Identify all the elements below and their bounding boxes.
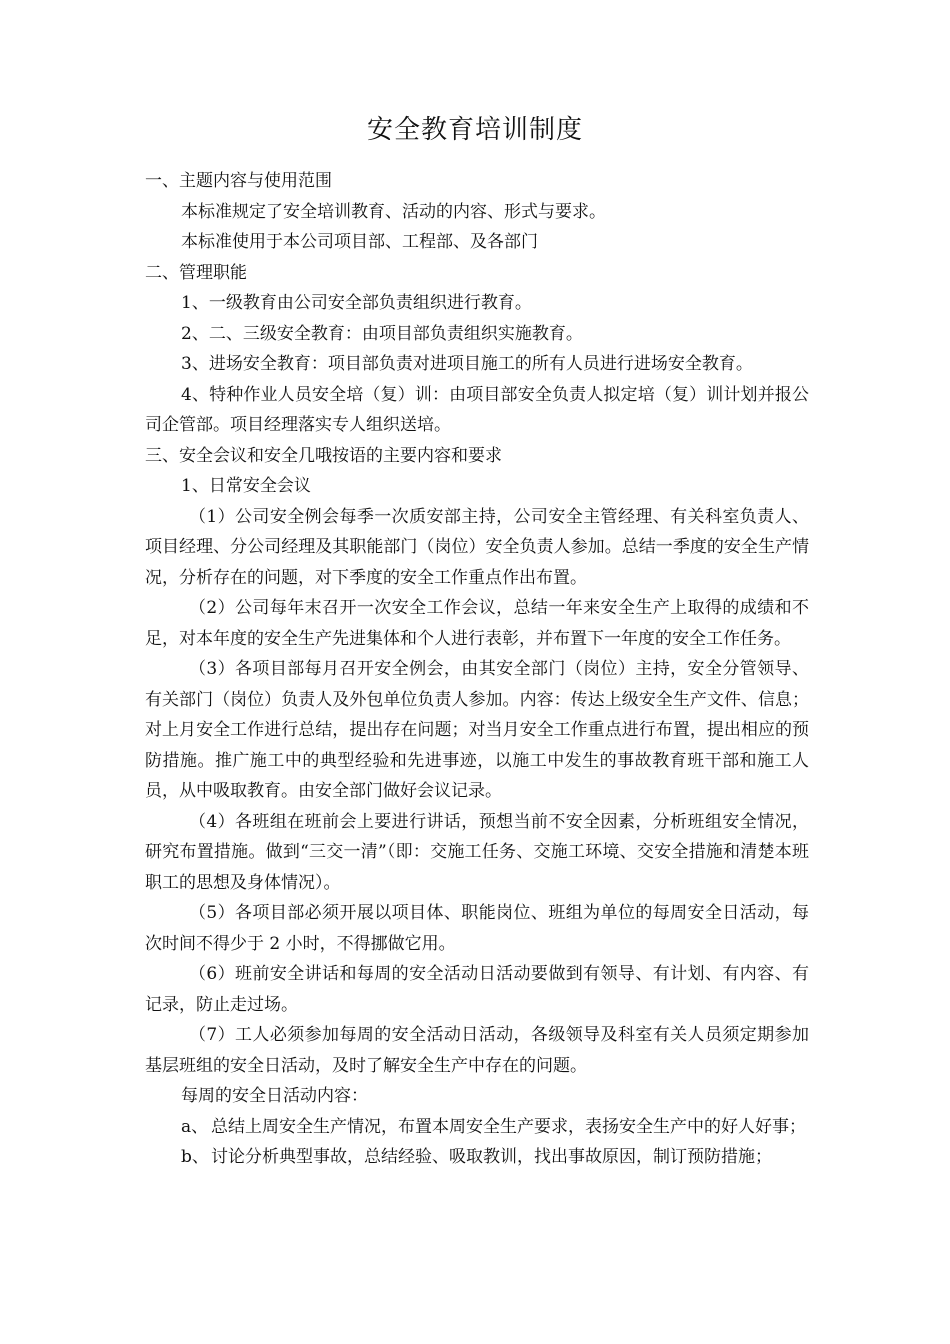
list-label: b、 bbox=[181, 1147, 209, 1167]
list-text: 讨论分析典型事故，总结经验、吸取教训，找出事故原因，制订预防措施； bbox=[211, 1147, 772, 1167]
paragraph: （7）工人必须参加每周的安全活动日活动，各级领导及科室有关人员须定期参加基层班组的安全日活动，及时了解安全生产中存在的问题。 bbox=[145, 1025, 809, 1076]
paragraph: 本标准规定了安全培训教育、活动的内容、形式与要求。 bbox=[181, 201, 606, 222]
list-label: a、 bbox=[181, 1116, 209, 1137]
paragraph: （1）公司安全例会每季一次质安部主持，公司安全主管经理、有关科室负责人、项目经理、分公司经理及其职能部门（岗位）安全负责人参加。总结一季度的安全生产情况，分析存在的问题，对下季度的安全工作重点作出布置。 bbox=[145, 506, 809, 588]
list-item: 4、特种作业人员安全培（复）训：由项目部安全负责人拟定培（复）训计划并报公司企管部。项目经理落实专人组织送培。 bbox=[145, 384, 809, 435]
page-title: 安全教育培训制度 bbox=[366, 115, 583, 145]
paragraph: （3）各项目部每月召开安全例会，由其安全部门（岗位）主持，安全分管领导、有关部门（岗位）负责人及外包单位负责人参加。内容：传达上级安全生产文件、信息；对上月安全工作进行总结，提出存在问题；对当月安全工作重点进行布置，提出相应的预防措施。推广施工中的典型经验和先进事迹，以施工中发生的事故教育班干部和施工人员，从中吸取教育。由安全部门做好会议记录。 bbox=[145, 659, 809, 801]
subheading: 1、日常安全会议 bbox=[181, 476, 311, 496]
paragraph: （2）公司每年末召开一次安全工作会议，总结一年来安全生产上取得的成绩和不足，对本年度的安全生产先进集体和个人进行表彰，并布置下一年度的安全工作任务。 bbox=[145, 598, 809, 649]
list-item: 2、二、三级安全教育：由项目部负责组织实施教育。 bbox=[181, 323, 583, 344]
subheading: 每周的安全日活动内容： bbox=[181, 1086, 368, 1106]
document-body bbox=[145, 166, 809, 1173]
paragraph: （6）班前安全讲话和每周的安全活动日活动要做到有领导、有计划、有内容、有记录，防止走过场。 bbox=[145, 964, 809, 1015]
paragraph: （5）各项目部必须开展以项目体、职能岗位、班组为单位的每周安全日活动，每次时间不得少于 2 小时，不得挪做它用。 bbox=[145, 903, 809, 954]
section-heading-2: 二、管理职能 bbox=[145, 262, 247, 283]
list-item: 3、进场安全教育：项目部负责对进项目施工的所有人员进行进场安全教育。 bbox=[181, 354, 753, 374]
list-item bbox=[145, 1142, 809, 1173]
section-heading-1: 一、主题内容与使用范围 bbox=[145, 171, 332, 191]
paragraph: （4）各班组在班前会上要进行讲话，预想当前不安全因素，分析班组安全情况，研究布置措施。做到“三交一清”（即：交施工任务、交施工环境、交安全措施和清楚本班职工的思想及身体情况）。 bbox=[145, 811, 809, 893]
list-text: 总结上周安全生产情况，布置本周安全生产要求，表扬安全生产中的好人好事； bbox=[211, 1116, 806, 1137]
list-item bbox=[145, 1112, 809, 1143]
list-item: 1、一级教育由公司安全部负责组织进行教育。 bbox=[181, 293, 532, 313]
paragraph: 本标准使用于本公司项目部、工程部、及各部门 bbox=[181, 232, 538, 252]
section-heading-3: 三、安全会议和安全几哦按语的主要内容和要求 bbox=[145, 445, 502, 466]
